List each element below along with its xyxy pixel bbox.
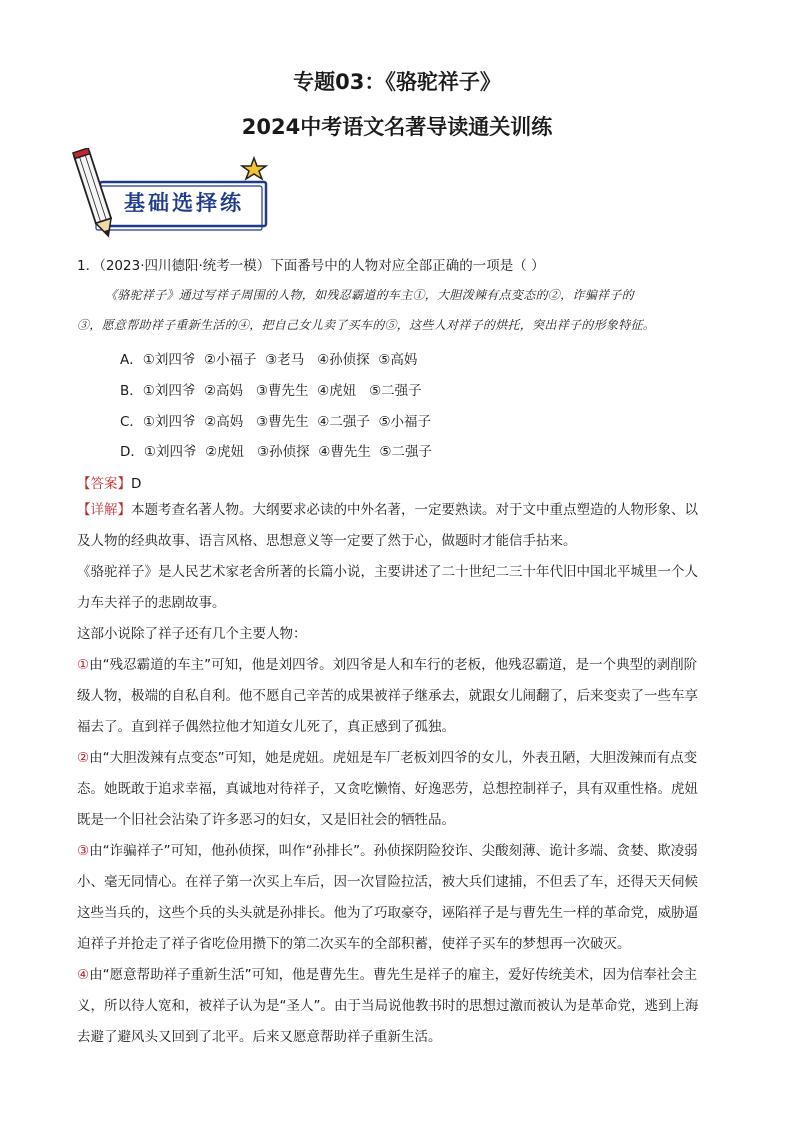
character-2-line: ②由“大胆泼辣有点变态”可知，她是虎妞。虎妞是车厂老板刘四爷的女儿，外表丑陋，大胆泼辣而有点变 [77, 750, 698, 766]
character-3-line: 小、毫无同情心。在祥子第一次买上车后，因一次冒险拉活，被大兵们逮捕，不但丢了车，还得天天伺候 [77, 874, 698, 890]
circled-number: ③ [77, 843, 90, 859]
question-stem [77, 254, 545, 274]
option-d: D．①刘四爷 ②虎妞 ③孙侦探 ④曹先生 ⑤二强子 [120, 444, 433, 460]
character-3-line: 迫祥子并抢走了祥子省吃俭用攒下的第二次买车的全部积蓄，使祥子买车的梦想再一次破灭。 [77, 936, 631, 952]
question-quote-line-2: ③，愿意帮助祥子重新生活的④，把自己女儿卖了买车的⑤，这些人对祥子的烘托，突出祥子的形象特征。 [77, 318, 656, 332]
character-1-line: 级人物，极端的自私自利。他不愿自己辛苦的成果被祥子继承去，就跟女儿闹翻了，后来变卖了一些车享 [77, 688, 698, 704]
character-4-line: 义，所以待人宽和，被祥子认为是“圣人”。由于当局说他教书时的思想过激而被认为是革命党，逃到上海 [77, 998, 699, 1014]
circled-number: ② [77, 750, 90, 766]
character-3-line: 这些当兵的，这些个兵的头头就是孙排长。他为了巧取豪夺，诬陷祥子是与曹先生一样的革命党，威胁逼 [77, 905, 698, 921]
answer-line [77, 472, 141, 492]
character-1-line: 福去了。直到祥子偶然拉他才知道女儿死了，真正感到了孤独。 [77, 719, 455, 735]
character-4-line: 去避了避风头又回到了北平。后来又愿意帮助祥子重新生活。 [77, 1029, 442, 1045]
option-b: B．①刘四爷 ②高妈 ③曹先生 ④虎妞 ⑤二强子 [120, 383, 422, 399]
answer-value: D [131, 476, 142, 492]
circled-number: ④ [77, 967, 90, 983]
question-quote-line-1: 《骆驼祥子》通过写祥子周围的人物，如残忍霸道的车主①，大胆泼辣有点变态的②，诈骗祥子的 [105, 288, 634, 302]
answer-label: 【答案】 [77, 476, 131, 492]
title-line-1: 专题03：《骆驼祥子》 [293, 70, 501, 94]
title-line-2: 2024中考语文名著导读通关训练 [241, 115, 553, 139]
detail-line: 力车夫祥子的悲剧故事。 [77, 595, 226, 611]
question-text: （2023·四川德阳·统考一模）下面番号中的人物对应全部正确的一项是（ ） [99, 258, 545, 274]
detail-label: 【详解】 [77, 502, 131, 518]
section-badge-label: 基础选择练 [124, 190, 244, 215]
detail-line: 《骆驼祥子》是人民艺术家老舍所著的长篇小说，主要讲述了二十世纪二三十年代旧中国北平城里一个人 [77, 564, 698, 580]
detail-block [77, 495, 717, 1053]
option-a: A．①刘四爷 ②小福子 ③老马 ④孙侦探 ⑤高妈 [120, 352, 418, 368]
detail-line: 及人物的经典故事、语言风格、思想意义等一定要了然于心，做题时才能信手拈来。 [77, 533, 577, 549]
detail-line [77, 495, 717, 526]
character-4-line: ④由“愿意帮助祥子重新生活”可知，他是曹先生。曹先生是祥子的雇主，爱好传统美术，因为信奉社会主 [77, 967, 698, 983]
character-3-line: ③由“诈骗祥子”可知，他孙侦探，叫作“孙排长”。孙侦探阴险狡诈、尖酸刻薄、诡计多端、贪婪、欺凌弱 [77, 843, 698, 859]
option-c: C．①刘四爷 ②高妈 ③曹先生 ④二强子 ⑤小福子 [120, 414, 432, 430]
character-1-line: ①由“残忍霸道的车主”可知，他是刘四爷。刘四爷是人和车行的老板，他残忍霸道，是一个典型的剥削阶 [77, 657, 698, 673]
question-number: 1． [77, 258, 100, 274]
star-icon [242, 158, 266, 179]
character-2-line: 态。她既敢于追求幸福，真诚地对待祥子，又贪吃懒惰、好逸恶劳，总想控制祥子，具有双重性格。虎妞 [77, 781, 698, 797]
detail-text: 本题考查名著人物。大纲要求必读的中外名著，一定要熟读。对于文中重点塑造的人物形象、以 [131, 502, 698, 518]
character-2-line: 既是一个旧社会沾染了许多恶习的妇女，又是旧社会的牺牲品。 [77, 812, 455, 828]
detail-line: 这部小说除了祥子还有几个主要人物： [77, 626, 307, 642]
circled-number: ① [77, 657, 90, 673]
